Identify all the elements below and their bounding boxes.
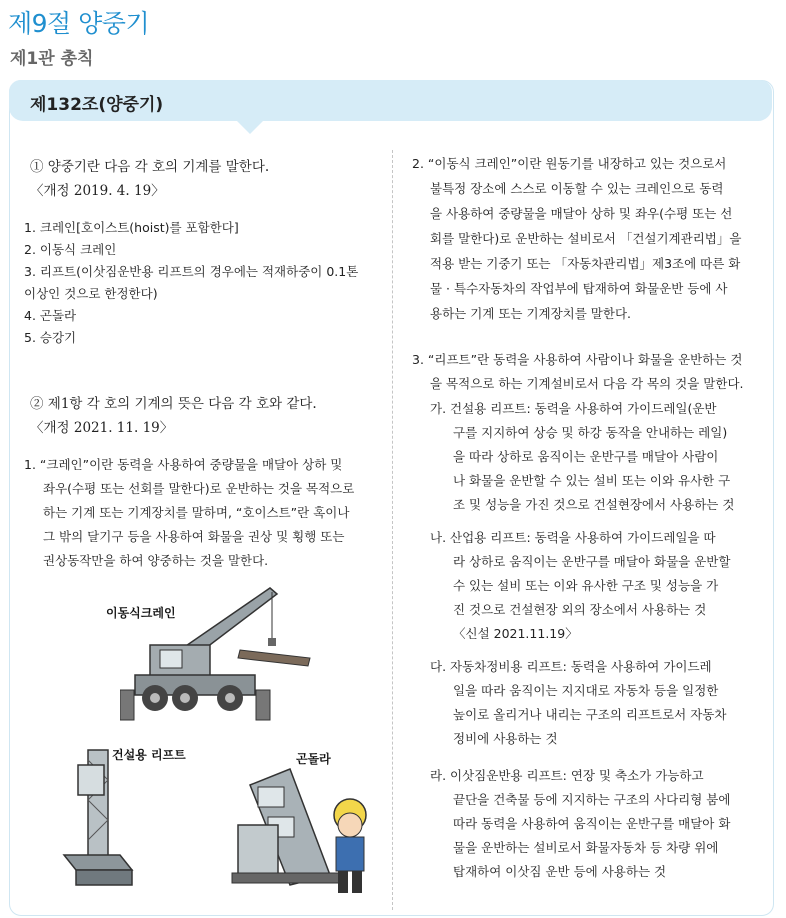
- subitem-ra-line: 끝단을 건축물 등에 지지하는 구조의 사다리형 붐에: [453, 792, 731, 807]
- list-item: 1. 크레인[호이스트(hoist)를 포함한다]: [24, 220, 239, 235]
- paragraph-2-amendment: 〈개정 2021. 11. 19〉: [30, 420, 174, 436]
- item-1-line: 권상동작만을 하여 양중하는 것을 말한다.: [43, 553, 269, 568]
- subitem-ga-line: 을 따라 상하로 움직이는 운반구를 매달아 사람이: [453, 449, 719, 464]
- item-1-line: 좌우(수평 또는 선회를 말한다)로 운반하는 것을 목적으로: [43, 481, 355, 496]
- paragraph-2: ② 제1항 각 호의 기계의 뜻은 다음 각 호와 같다.: [30, 396, 317, 412]
- subitem-da-line: 높이로 올리거나 내리는 구조의 리프트로서 자동차: [453, 707, 727, 722]
- subitem-ga-line: 나 화물을 운반할 수 있는 설비 또는 이와 유사한 구: [453, 473, 731, 488]
- list-item: 이상인 것으로 한정한다): [24, 286, 158, 301]
- item-3-line: 을 목적으로 하는 기계설비로서 다음 각 목의 것을 말한다.: [430, 376, 744, 391]
- subitem-ga-line: 구를 지지하여 상승 및 하강 동작을 안내하는 레일): [453, 425, 728, 440]
- list-item: 5. 승강기: [24, 330, 77, 345]
- list-item: 3. 리프트(이삿짐운반용 리프트의 경우에는 적재하중이 0.1톤: [24, 264, 359, 279]
- gondola-illustration: [230, 765, 385, 905]
- subitem-da-line: 정비에 사용하는 것: [453, 731, 558, 746]
- article-header-pointer: [236, 120, 264, 134]
- subitem-ra-line: 물을 운반하는 설비로서 화물자동차 등 차량 위에: [453, 840, 719, 855]
- item-2-line: 불특정 장소에 스스로 이동할 수 있는 크레인으로 동력: [430, 181, 724, 196]
- subitem-ra-line: 라. 이삿짐운반용 리프트: 연장 및 축소가 가능하고: [430, 768, 704, 783]
- subitem-da-line: 일을 따라 움직이는 지지대로 자동차 등을 일정한: [453, 683, 719, 698]
- item-1-line: 1. “크레인”이란 동력을 사용하여 중량물을 매달아 상하 및: [24, 457, 343, 472]
- mobile-crane-illustration: [120, 580, 320, 730]
- lift-illustration-label: 건설용 리프트: [112, 748, 186, 762]
- item-3-line: 3. “리프트”란 동력을 사용하여 사람이나 화물을 운반하는 것: [412, 352, 743, 367]
- subitem-na-line: 라 상하로 움직이는 운반구를 매달아 화물을 운반할: [453, 554, 731, 569]
- subitem-ga-line: 가. 건설용 리프트: 동력을 사용하여 가이드레일(운반: [430, 401, 717, 416]
- item-2-line: 을 사용하여 중량물을 매달아 상하 및 좌우(수평 또는 선: [430, 206, 733, 221]
- chapter-title: 제9절 양중기: [8, 9, 150, 38]
- paragraph-1-amendment: 〈개정 2019. 4. 19〉: [30, 183, 165, 199]
- column-divider: [392, 150, 393, 910]
- item-2-line: 2. “이동식 크레인”이란 원동기를 내장하고 있는 것으로서: [412, 156, 727, 171]
- crane-illustration-label: 이동식크레인: [106, 606, 176, 620]
- section-title: 제1관 총칙: [10, 49, 94, 69]
- item-2-line: 회를 말한다)로 운반하는 설비로서 「건설기계관리법」을: [430, 231, 742, 246]
- subitem-na-line: 수 있는 설비 또는 이와 유사한 구조 및 성능을 가: [453, 578, 719, 593]
- article-title: 제132조(양중기): [30, 95, 164, 115]
- subitem-na-line: 나. 산업용 리프트: 동력을 사용하여 가이드레일을 따: [430, 530, 716, 545]
- item-1-line: 그 밖의 달기구 등을 사용하여 화물을 권상 및 횡행 또는: [43, 529, 345, 544]
- subitem-ga-line: 조 및 성능을 가진 것으로 건설현장에서 사용하는 것: [453, 497, 735, 512]
- list-item: 2. 이동식 크레인: [24, 242, 117, 257]
- paragraph-1: ① 양중기란 다음 각 호의 기계를 말한다.: [30, 159, 270, 175]
- subitem-ra-line: 탑재하여 이삿짐 운반 등에 사용하는 것: [453, 864, 667, 879]
- subitem-na-line: 진 것으로 건설현장 외의 장소에서 사용하는 것: [453, 602, 707, 617]
- item-2-line: 물 · 특수자동차의 작업부에 탑재하여 화물운반 등에 사: [430, 281, 728, 296]
- subitem-na-amendment: 〈신설 2021.11.19〉: [453, 626, 578, 641]
- list-item: 4. 곤돌라: [24, 308, 77, 323]
- construction-lift-illustration: [60, 740, 140, 890]
- subitem-ra-line: 따라 동력을 사용하여 움직이는 운반구를 매달아 화: [453, 816, 731, 831]
- gondola-illustration-label: 곤돌라: [296, 752, 331, 766]
- subitem-da-line: 다. 자동차정비용 리프트: 동력을 사용하여 가이드레: [430, 659, 712, 674]
- item-1-line: 하는 기계 또는 기계장치를 말하며, “호이스트”란 혹이나: [43, 505, 350, 520]
- item-2-line: 용하는 기계 또는 기계장치를 말한다.: [430, 306, 631, 321]
- item-2-line: 적용 받는 기중기 또는 「자동차관리법」제3조에 따른 화: [430, 256, 741, 271]
